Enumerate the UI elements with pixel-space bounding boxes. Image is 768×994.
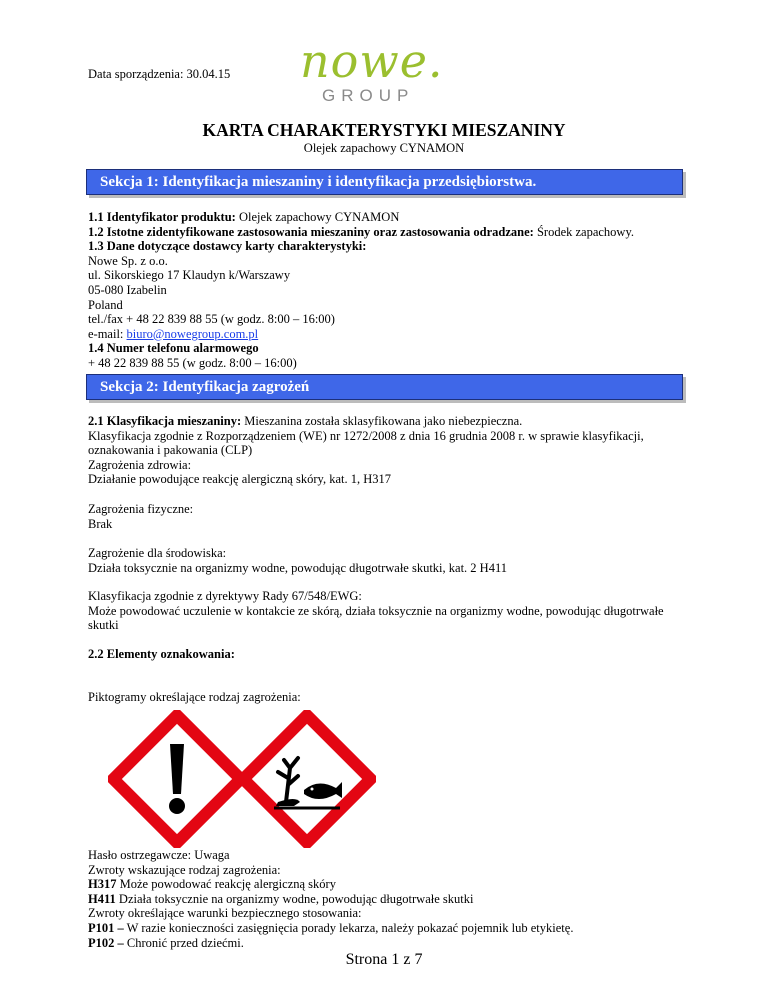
logo-subtitle: GROUP [322, 86, 415, 105]
classification-label: 2.1 Klasyfikacja mieszaniny: [88, 414, 242, 428]
precautionary-statements-label: Zwroty określające warunki bezpiecznego stosowania: [88, 906, 362, 921]
physical-hazards-value: Brak [88, 516, 113, 531]
directive-label: Klasyfikacja zgodnie z dyrektywy Rady 67/548/EWG: [88, 589, 362, 603]
email-link[interactable]: biuro@nowegroup.com.pl [126, 326, 259, 341]
p101-text: W razie konieczności zasięgnięcia porady lekarza, należy pokazać pojemnik lub etykietę. [123, 920, 574, 935]
health-hazards-value: Działanie powodujące reakcję alergiczną skóry, kat. 1, H317 [88, 472, 391, 487]
environment-hazards-label: Zagrożenie dla środowiska: [88, 546, 227, 560]
email-label: e-mail: [88, 326, 127, 341]
label-elements-heading: 2.2 Elementy oznakowania: [88, 647, 235, 661]
logo-wordmark: nowe. [300, 34, 444, 88]
product-identifier-label: 1.1 Identyfikator produktu: [88, 210, 236, 224]
h317-text: Może powodować reakcję alergiczną skóry [116, 877, 336, 892]
hazard-statements-block [88, 848, 688, 950]
supplier-name: Nowe Sp. z o.o. [88, 253, 168, 268]
clp-regulation: Klasyfikacja zgodnie z Rozporządzeniem (WE) nr 1272/2008 z dnia 16 grudnia 2008 r. w sprawie klasyfikacji, oznakowania i pakowania (CLP) [88, 428, 644, 458]
p102-text: Chronić przed dziećmi. [123, 935, 244, 950]
supplier-phone: tel./fax + 48 22 839 88 55 (w godz. 8:00 – 16:00) [88, 312, 335, 327]
supplier-country: Poland [88, 297, 123, 312]
emergency-phone-label: 1.4 Numer telefonu alarmowego [88, 341, 259, 356]
pictograms-label: Piktogramy określające rodzaj zagrożenia: [88, 690, 301, 704]
exclamation-mark-icon [108, 710, 246, 848]
signal-word: Hasło ostrzegawcze: Uwaga [88, 848, 230, 862]
classification-block [88, 414, 688, 487]
environment-hazards-block [88, 546, 688, 575]
h317-code: H317 [88, 877, 117, 892]
page-number: Strona 1 z 7 [345, 951, 423, 968]
environment-hazards-value: Działa toksycznie na organizmy wodne, powodując długotrwałe skutki, kat. 2 H411 [88, 560, 507, 575]
emergency-phone-value: + 48 22 839 88 55 (w godz. 8:00 – 16:00) [88, 355, 297, 370]
document-title: KARTA CHARAKTERYSTYKI MIESZANINY [202, 120, 566, 140]
uses-label: 1.2 Istotne zidentyfikowane zastosowania mieszaniny oraz zastosowania odradzane: [88, 224, 534, 239]
physical-hazards-block [88, 502, 688, 531]
health-hazards-label: Zagrożenia zdrowia: [88, 457, 192, 472]
directive-block [88, 589, 688, 633]
section-2-heading: Sekcja 2: Identyfikacja zagrożeń [86, 374, 683, 400]
product-identifier-value: Olejek zapachowy CYNAMON [235, 210, 400, 224]
classification-value: Mieszanina została sklasyfikowana jako niebezpieczna. [241, 414, 523, 428]
company-logo [300, 34, 470, 110]
supplier-label: 1.3 Dane dotyczące dostawcy karty charakterystyki: [88, 239, 367, 254]
section-1-body [88, 210, 688, 371]
h411-text: Działa toksycznie na organizmy wodne, powodując długotrwałe skutki [115, 891, 474, 906]
h411-code: H411 [88, 891, 116, 906]
p101-code: P101 – [88, 920, 124, 935]
hazard-statements-label: Zwroty wskazujące rodzaj zagrożenia: [88, 862, 281, 877]
supplier-street: ul. Sikorskiego 17 Klaudyn k/Warszawy [88, 268, 291, 283]
supplier-postcode: 05-080 Izabelin [88, 282, 167, 297]
p102-code: P102 – [88, 935, 124, 950]
physical-hazards-label: Zagrożenia fizyczne: [88, 502, 194, 516]
environment-hazard-icon [238, 710, 376, 848]
section-1-heading: Sekcja 1: Identyfikacja mieszaniny i identyfikacja przedsiębiorstwa. [86, 169, 683, 195]
preparation-date: Data sporządzenia: 30.04.15 [88, 67, 231, 81]
document-subtitle: Olejek zapachowy CYNAMON [303, 141, 465, 155]
directive-value: Może powodować uczulenie w kontakcie ze skórą, działa toksycznie na organizmy wodne, powodując długotrwałe skutki [88, 603, 664, 633]
uses-value: Środek zapachowy. [533, 224, 635, 239]
